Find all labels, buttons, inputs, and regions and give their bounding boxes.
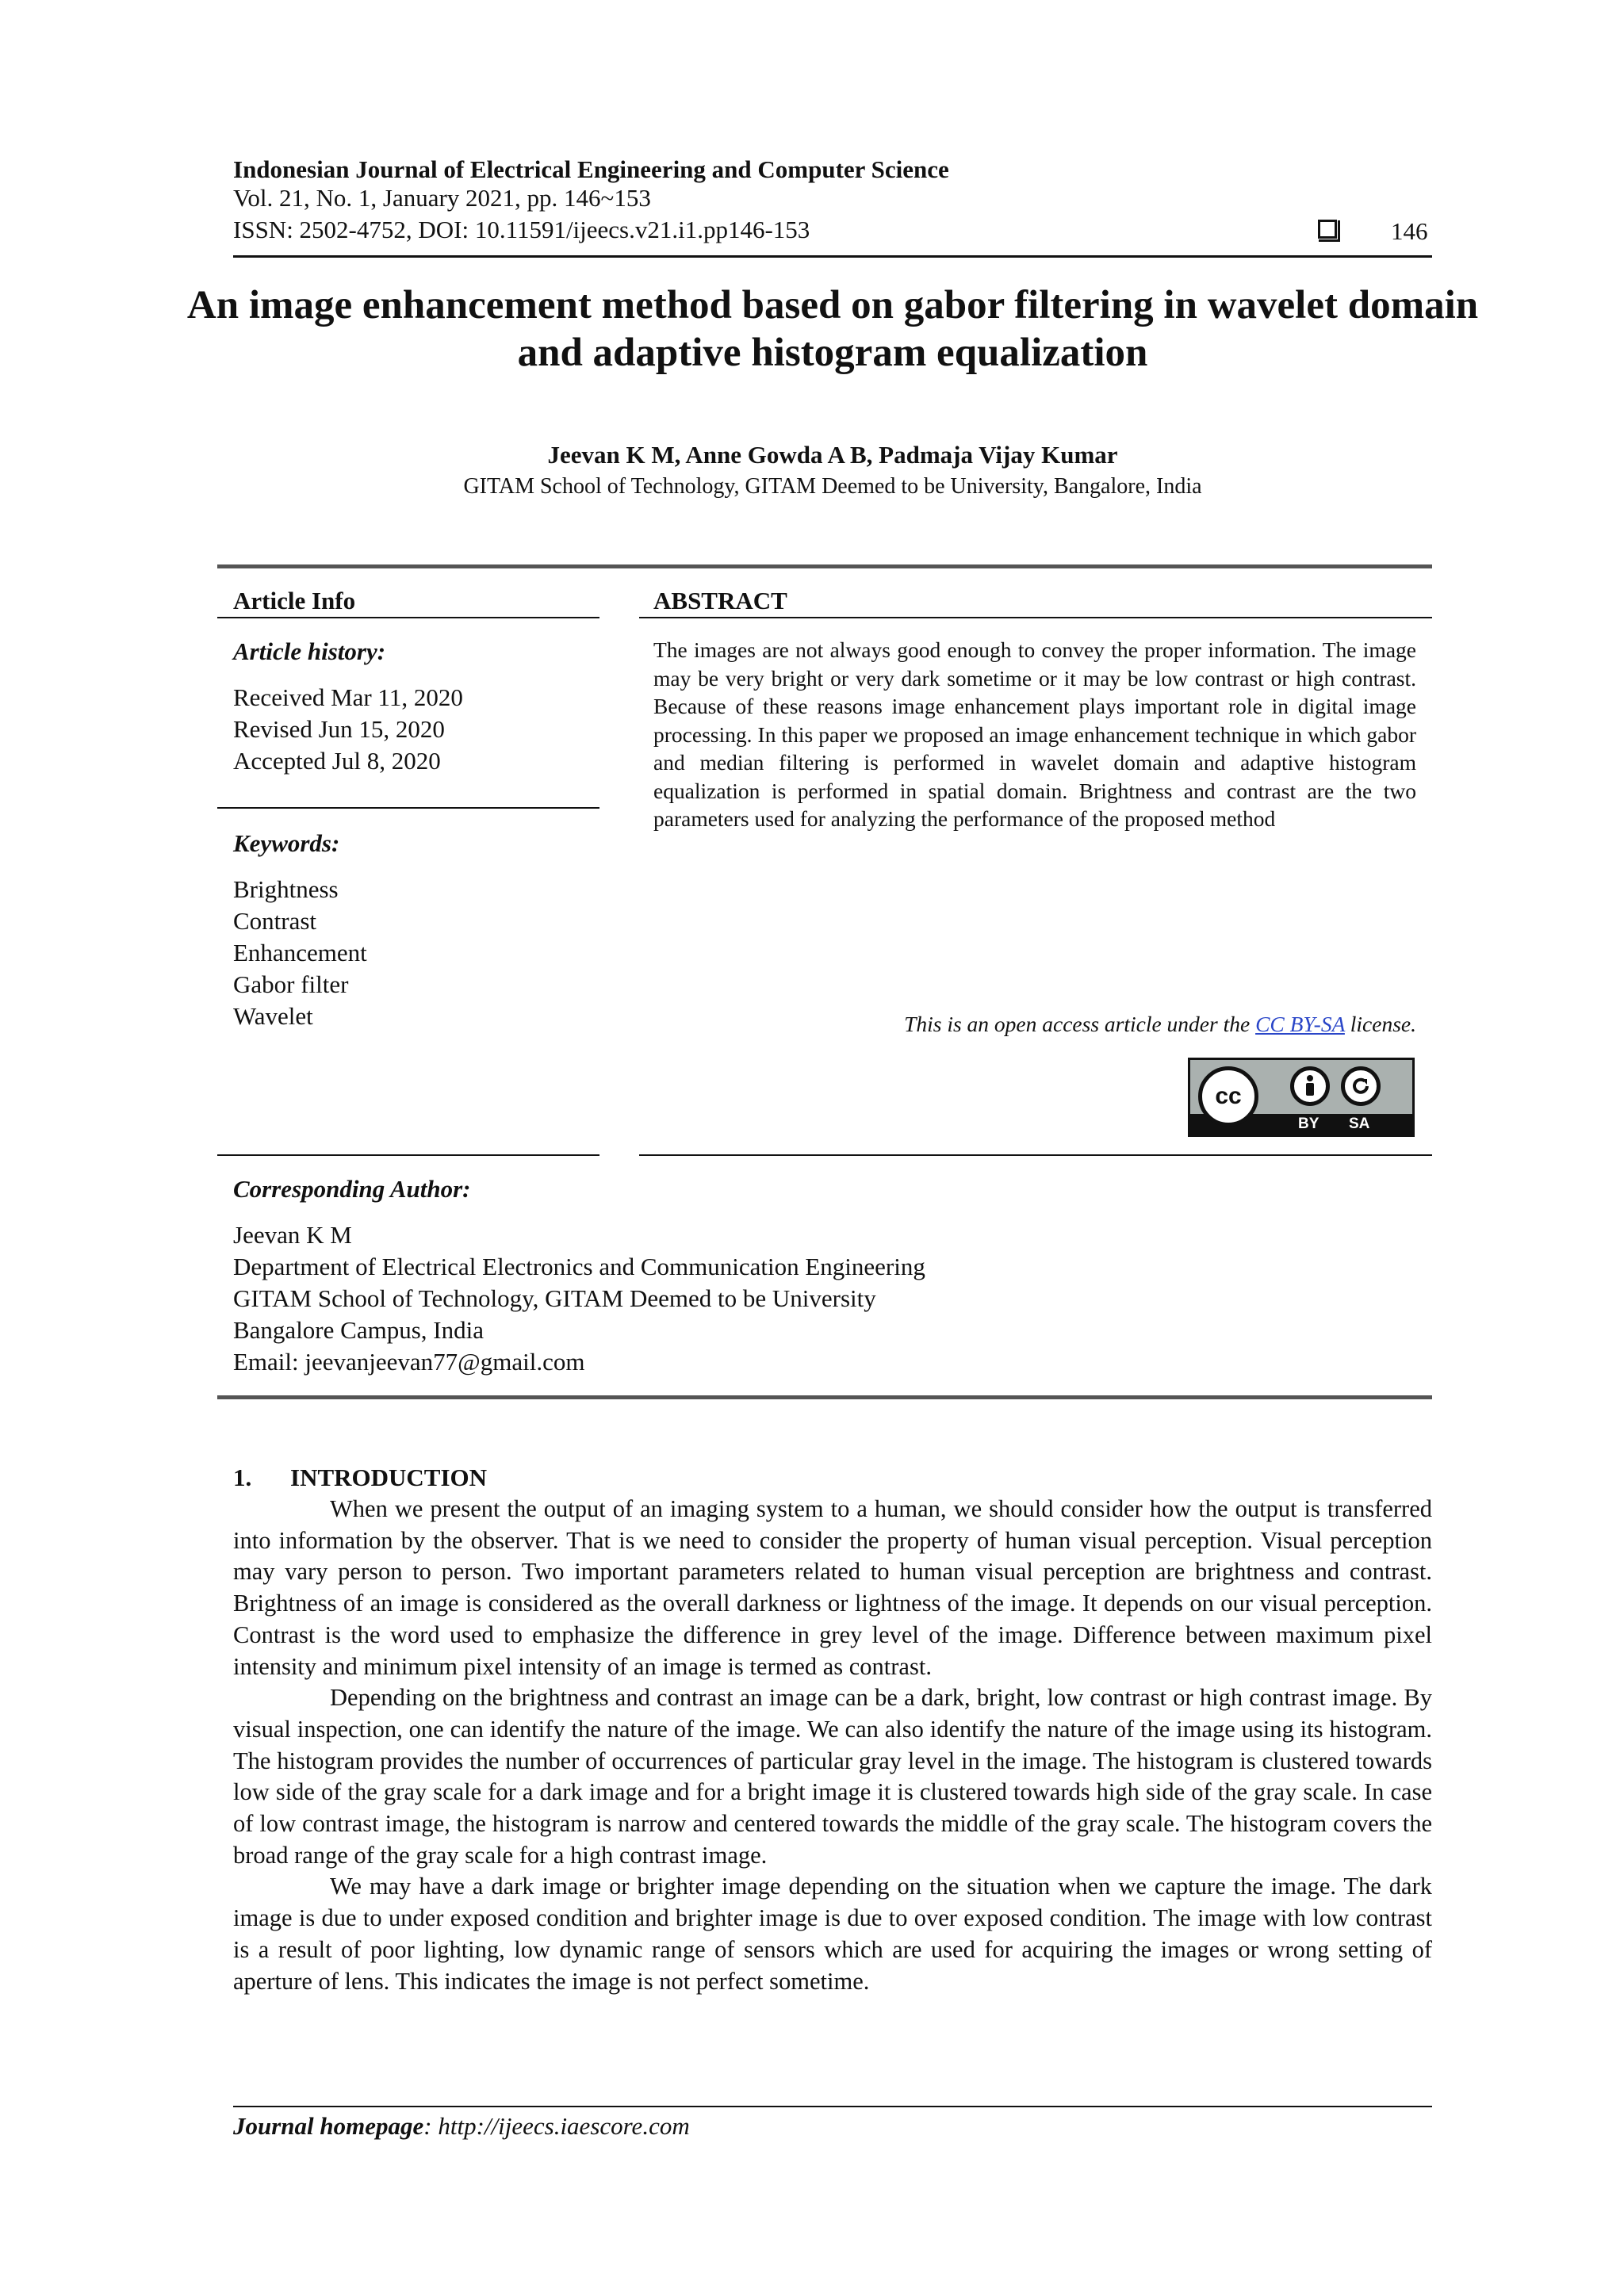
share-alike-icon xyxy=(1341,1066,1381,1106)
paper-title: An image enhancement method based on gabor filtering in wavelet domain and adaptive histogram equalization xyxy=(186,283,1479,375)
issn-doi: ISSN: 2502-4752, DOI: 10.11591/ijeecs.v21.i1.pp146-153 xyxy=(233,216,810,243)
attribution-icon xyxy=(1290,1066,1330,1106)
article-info-heading: Article Info xyxy=(233,587,356,614)
keywords-heading: Keywords: xyxy=(233,829,340,857)
header-divider xyxy=(233,255,1432,258)
school: GITAM School of Technology, GITAM Deemed to be University xyxy=(233,1284,876,1312)
received-date: Received Mar 11, 2020 xyxy=(233,683,463,711)
volume-info: Vol. 21, No. 1, January 2021, pp. 146~153 xyxy=(233,184,651,212)
article-info-rule xyxy=(217,617,599,618)
right-bottom-rule xyxy=(639,1154,1432,1156)
badge-sa-label: SA xyxy=(1349,1115,1370,1132)
license-prefix: This is an open access article under the xyxy=(904,1012,1256,1036)
article-history xyxy=(233,682,463,777)
revised-date: Revised Jun 15, 2020 xyxy=(233,715,445,743)
paragraph: We may have a dark image or brighter image depending on the situation when we capture the image. The dark image is due to under exposed condition and brighter image is due to over exposed condition. The image with low contrast is a result of poor lighting, low dynamic range of sensors which are used for acquiring the images or wrong setting of aperture of lens. This indicates the image is not perfect sometime. xyxy=(233,1873,1432,1995)
abstract-heading: ABSTRACT xyxy=(653,587,787,614)
info-bottom-rule xyxy=(217,1395,1432,1399)
license-statement xyxy=(653,1012,1416,1037)
email[interactable]: Email: jeevanjeevan77@gmail.com xyxy=(233,1348,585,1376)
accepted-date: Accepted Jul 8, 2020 xyxy=(233,747,441,775)
page-number: 146 xyxy=(1391,217,1428,245)
cc-icon: cc xyxy=(1198,1066,1258,1127)
cc-by-sa-link[interactable]: CC BY-SA xyxy=(1255,1012,1345,1036)
affiliation: GITAM School of Technology, GITAM Deemed to be University, Bangalore, India xyxy=(463,474,1202,499)
keyword: Gabor filter xyxy=(233,970,349,998)
authors: Jeevan K M, Anne Gowda A B, Padmaja Vijay Kumar xyxy=(547,441,1118,469)
introduction-heading xyxy=(233,1464,487,1492)
abstract-rule xyxy=(639,617,1432,618)
keyword: Brightness xyxy=(233,875,339,903)
author-name: Jeevan K M xyxy=(233,1221,352,1249)
corresponding-heading: Corresponding Author: xyxy=(233,1175,471,1203)
keywords-list xyxy=(233,874,367,1032)
keywords-rule xyxy=(217,807,599,809)
introduction-body xyxy=(233,1494,1432,1997)
campus: Bangalore Campus, India xyxy=(233,1316,484,1344)
left-bottom-rule xyxy=(217,1154,599,1156)
badge-by-label: BY xyxy=(1298,1115,1320,1132)
cc-by-sa-badge[interactable] xyxy=(1188,1058,1415,1137)
journal-name: Indonesian Journal of Electrical Engineering and Computer Science xyxy=(233,155,949,183)
section-title: INTRODUCTION xyxy=(290,1464,488,1491)
journal-homepage xyxy=(233,2112,690,2141)
keyword: Contrast xyxy=(233,907,317,935)
department: Department of Electrical Electronics and Communication Engineering xyxy=(233,1253,925,1280)
paragraph: When we present the output of an imaging system to a human, we should consider how the output is transferred into information by the observer. That is we need to consider the property of human visual perception. Visual perception may vary person to person. Two important parameters related to human visual perception are brightness and contrast. Brightness of an image is considered as the overall darkness or lightness of the image. It depends on our visual perception. Contrast is the word used to emphasize the difference in grey level of the image. Difference between maximum pixel intensity and minimum pixel intensity of an image is termed as contrast. xyxy=(233,1495,1432,1680)
license-suffix: license. xyxy=(1344,1012,1416,1036)
homepage-label: Journal homepage xyxy=(233,2112,424,2140)
keyword: Wavelet xyxy=(233,1002,313,1030)
section-number: 1. xyxy=(233,1464,252,1491)
corresponding-details xyxy=(233,1219,925,1378)
page-box-icon xyxy=(1318,220,1337,239)
history-heading: Article history: xyxy=(233,637,386,665)
abstract-text: The images are not always good enough to convey the proper information. The image may be very bright or very dark sometime or it may be low contrast or high contrast. Because of these reasons image enhancement plays important role in digital image processing. In this paper we proposed an image enhancement technique in which gabor and median filtering is performed in wavelet domain and adaptive histogram equalization is performed in spatial domain. Brightness and contrast are the two parameters used for analyzing the performance of the proposed method xyxy=(653,637,1416,831)
homepage-url[interactable]: : http://ijeecs.iaescore.com xyxy=(423,2112,690,2140)
info-top-rule xyxy=(217,564,1432,568)
keyword: Enhancement xyxy=(233,939,367,966)
paragraph: Depending on the brightness and contrast an image can be a dark, bright, low contrast or high contrast image. By visual inspection, one can identify the nature of the image. We can also identify the nature of the image using its histogram. The histogram provides the number of occurrences of particular gray level in the image. The histogram is clustered towards low side of the gray scale for a dark image and for a bright image it is clustered towards high side of the gray scale. In case of low contrast image, the histogram is narrow and centered towards the middle of the gray scale. The histogram covers the broad range of the gray scale for a high contrast image. xyxy=(233,1684,1432,1869)
footer-divider xyxy=(233,2106,1432,2107)
